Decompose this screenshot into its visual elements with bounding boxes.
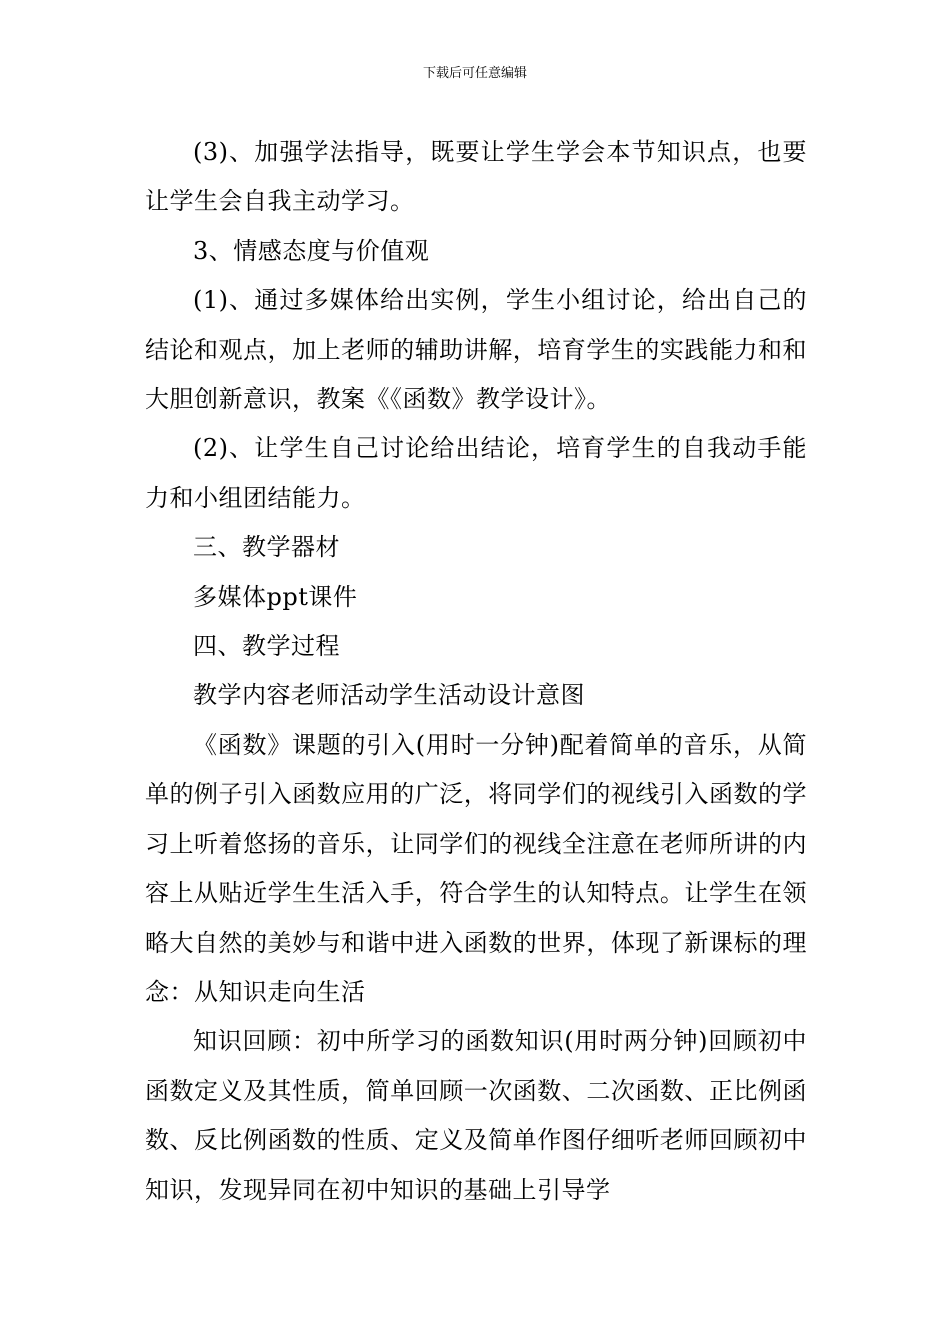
paragraph-table-columns: 教学内容老师活动学生活动设计意图 (193, 681, 585, 710)
paragraph-multimedia-ppt: 多媒体ppt课件 (193, 582, 358, 611)
paragraph-teaching-process-heading: 四、教学过程 (193, 632, 340, 661)
paragraph-teaching-equipment-heading: 三、教学器材 (193, 533, 340, 562)
page-header: 下载后可任意编辑 (422, 66, 527, 81)
paragraph-self-discussion: (2)、让学生自己讨论给出结论，培育学生的自我动手能力和小组团结能力。 (145, 434, 807, 512)
paragraph-emotion-values-heading: 3、情感态度与价值观 (193, 236, 430, 265)
paragraph-knowledge-review: 知识回顾：初中所学习的函数知识(用时两分钟)回顾初中函数定义及其性质，简单回顾一次函数、二次函数、正比例函数、反比例函数的性质、定义及简单作图仔细听老师回顾初中知识，发现异同在初中知识的基础上引导学 (145, 1027, 807, 1204)
paragraph-study-guidance: (3)、加强学法指导，既要让学生学会本节知识点，也要让学生会自我主动学习。 (145, 138, 807, 216)
paragraph-topic-introduction: 《函数》课题的引入(用时一分钟)配着简单的音乐，从简单的例子引入函数应用的广泛，将同学们的视线引入函数的学习上听着悠扬的音乐，让同学们的视线全注意在老师所讲的内容上从贴近学生生活入手，符合学生的认知特点。让学生在领略大自然的美妙与和谐中进入函数的世界，体现了新课标的理念：从知识走向生活 (145, 730, 807, 1006)
document-body (145, 128, 807, 1215)
paragraph-multimedia-examples: (1)、通过多媒体给出实例，学生小组讨论，给出自己的结论和观点，加上老师的辅助讲解，培育学生的实践能力和和大胆创新意识，教案《《函数》教学设计》。 (145, 286, 807, 414)
